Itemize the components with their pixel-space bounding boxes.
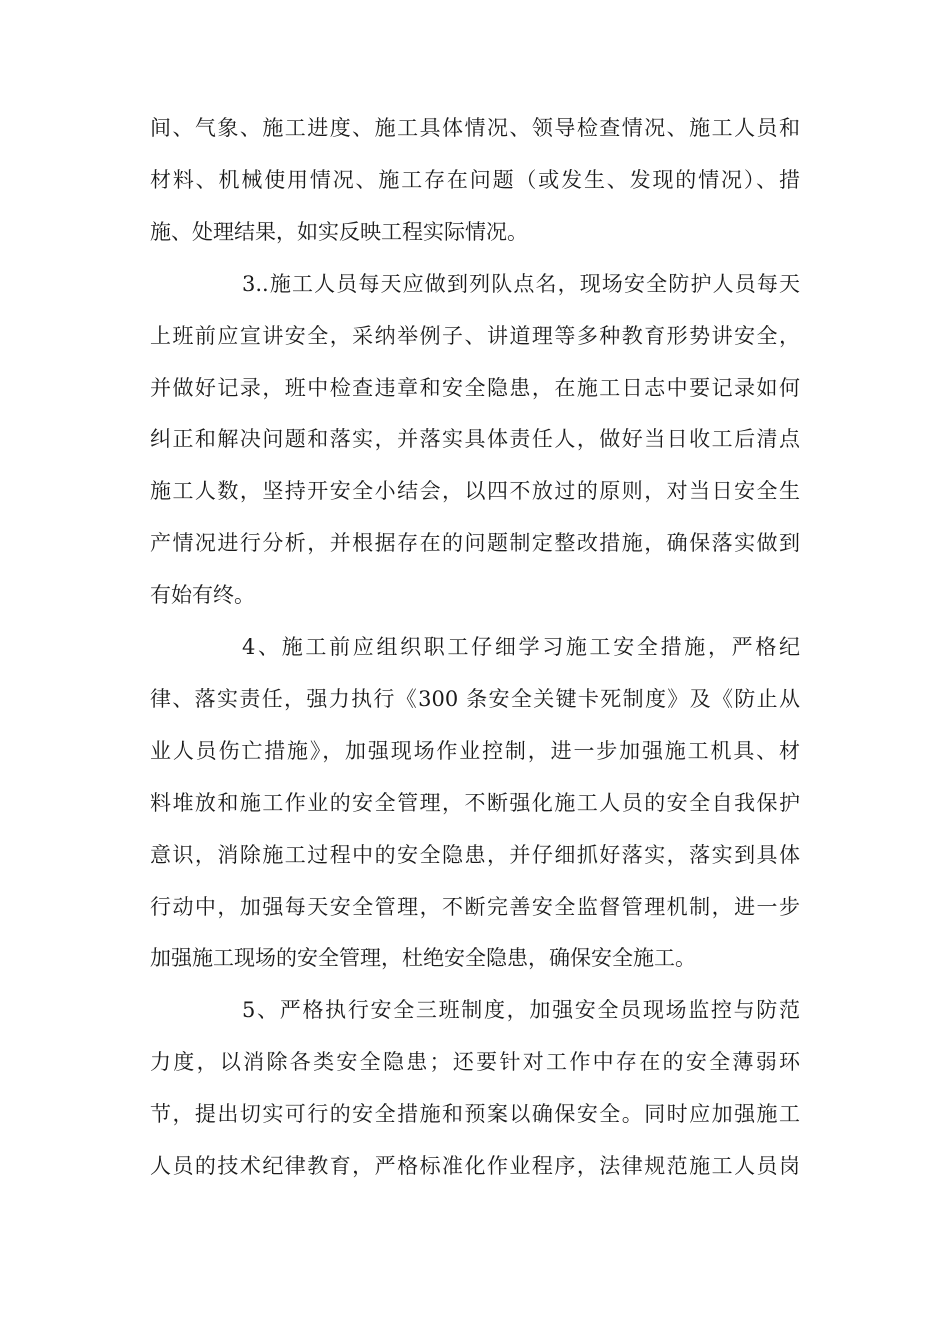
text-line: 并做好记录，班中检查违章和安全隐患，在施工日志中要记录如何 [150,375,800,400]
text-line: 节，提出切实可行的安全措施和预案以确保安全。同时应加强施工 [150,1102,800,1127]
text-line: 施工人数，坚持开安全小结会，以四不放过的原则，对当日安全生 [150,479,800,504]
text-line: 3..施工人员每天应做到列队点名，现场安全防护人员每天 [242,271,800,296]
text-line: 料堆放和施工作业的安全管理，不断强化施工人员的安全自我保护 [150,790,800,815]
text-line: 4、施工前应组织职工仔细学习施工安全措施，严格纪 [242,635,800,659]
text-line: 行动中，加强每天安全管理，不断完善安全监督管理机制，进一步 [150,894,800,919]
text-line: 有始有终。 [150,583,255,608]
text-line: 间、气象、施工进度、施工具体情况、领导检查情况、施工人员和 [150,116,800,140]
text-line: 产情况进行分析，并根据存在的问题制定整改措施，确保落实做到 [150,531,800,556]
text-line: 上班前应宣讲安全，采纳举例子、讲道理等多种教育形势讲安全， [150,323,800,348]
text-line: 施、处理结果，如实反映工程实际情况。 [150,219,528,244]
text-line: 意识，消除施工过程中的安全隐患，并仔细抓好落实，落实到具体 [150,842,800,867]
text-line: 加强施工现场的安全管理，杜绝安全隐患，确保安全施工。 [150,946,696,971]
text-line: 5、严格执行安全三班制度，加强安全员现场监控与防范 [242,998,800,1023]
text-line: 律、落实责任，强力执行《300 条安全关键卡死制度》及《防止从 [150,686,800,711]
text-line: 纠正和解决问题和落实，并落实具体责任人，做好当日收工后清点 [150,427,800,452]
text-line: 材料、机械使用情况、施工存在问题（或发生、发现的情况）、措 [150,167,800,192]
text-line: 力度，以消除各类安全隐患；还要针对工作中存在的安全薄弱环 [150,1050,800,1075]
text-line: 业人员伤亡措施》，加强现场作业控制，进一步加强施工机具、材 [150,738,800,763]
text-line: 人员的技术纪律教育，严格标准化作业程序，法律规范施工人员岗 [150,1154,800,1178]
